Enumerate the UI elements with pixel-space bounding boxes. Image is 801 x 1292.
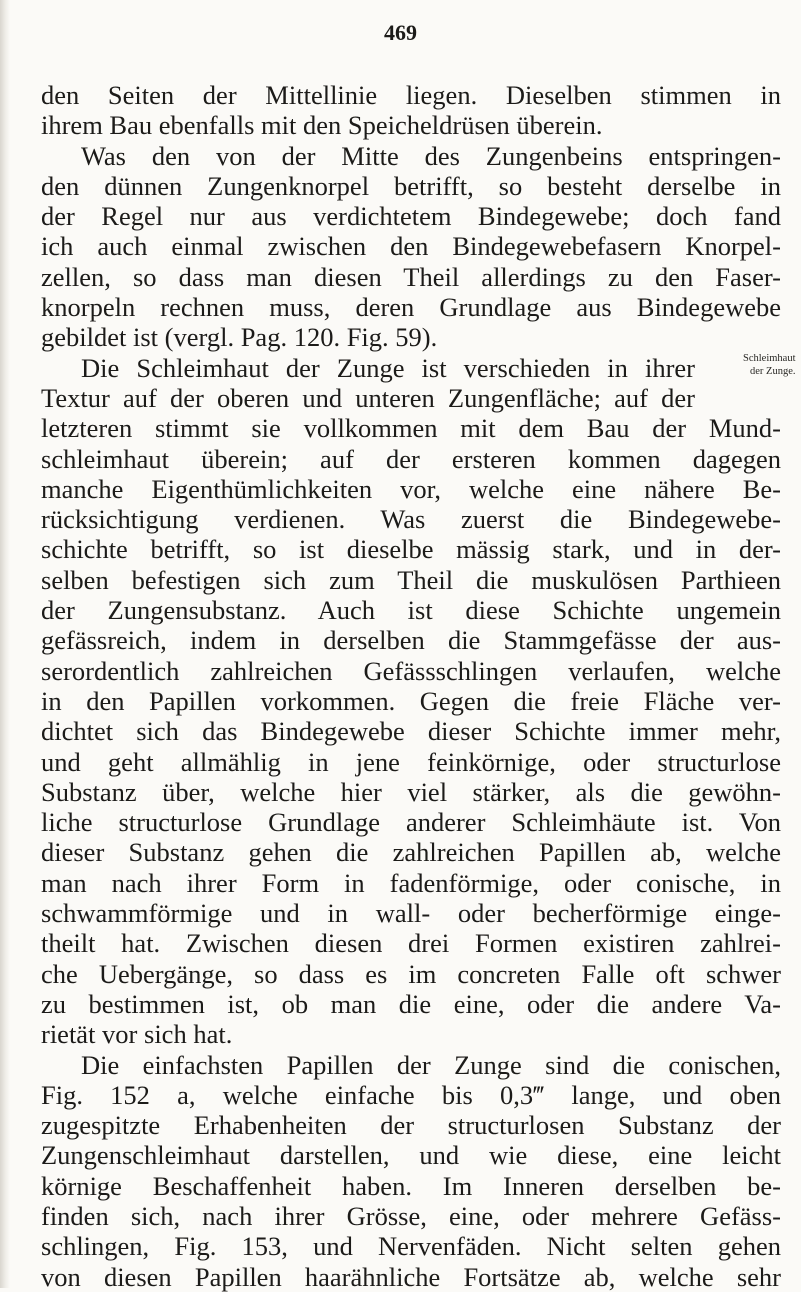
text-line: körnige Beschaffenheit haben. Im Inneren derselben be- [41,1170,781,1201]
paragraph-start-line: Was den von der Mitte des Zungenbeins entspringen- [81,140,781,171]
paragraph-start-line: Die einfachsten Papillen der Zunge sind die conischen, [81,1049,781,1080]
text-line: Textur auf der oberen und unteren Zungenfläche; auf der [41,382,695,413]
page-binding-edge [0,0,10,1288]
text-line: schlingen, Fig. 153, und Nervenfäden. Nicht selten gehen [41,1231,781,1262]
text-line: ich auch einmal zwischen den Bindegewebefasern Knorpel- [41,231,781,262]
body-text [41,80,781,1292]
text-line: theilt hat. Zwischen diesen drei Formen existiren zahlrei- [41,928,781,959]
text-line: che Uebergänge, so dass es im concreten Falle oft schwer [41,958,781,989]
text-line: den dünnen Zungenknorpel betrifft, so besteht derselbe in [41,170,781,201]
paragraph-start-line: Die Schleimhaut der Zunge ist verschieden in ihrer [81,352,695,383]
text-line: serordentlich zahlreichen Gefässschlingen verlaufen, welche [41,655,781,686]
text-line: gebildet ist (vergl. Pag. 120. Fig. 59). [41,322,438,353]
text-line: in den Papillen vorkommen. Gegen die freie Fläche ver- [41,685,781,716]
text-line: finden sich, nach ihrer Grösse, eine, oder mehrere Gefäss- [41,1200,781,1231]
text-line: der Zungensubstanz. Auch ist diese Schichte ungemein [41,595,781,626]
text-line: zugespitzte Erhabenheiten der structurlosen Substanz der [41,1110,781,1141]
text-line: zellen, so dass man diesen Theil allerdings zu den Faser- [41,261,781,292]
text-line: letzteren stimmt sie vollkommen mit dem Bau der Mund- [41,413,781,444]
text-line: schichte betrifft, so ist dieselbe mässig stark, und in der- [41,534,781,565]
text-line: selben befestigen sich zum Theil die muskulösen Parthieen [41,564,781,595]
text-line: dichtet sich das Bindegewebe dieser Schichte immer mehr, [41,716,781,747]
text-line: dieser Substanz gehen die zahlreichen Papillen ab, welche [41,837,781,868]
text-line: knorpeln rechnen muss, deren Grundlage aus Bindegewebe [41,292,781,323]
text-line: von diesen Papillen haarähnliche Fortsätze ab, welche sehr [41,1261,781,1292]
text-line: manche Eigenthümlichkeiten vor, welche eine nähere Be- [41,473,781,504]
text-line: der Regel nur aus verdichtetem Bindegewebe; doch fand [41,201,781,232]
marginal-note-line-2: der Zunge. [750,366,796,377]
text-line: man nach ihrer Form in fadenförmige, oder conische, in [41,867,781,898]
text-line: ihrem Bau ebenfalls mit den Speicheldrüsen überein. [41,110,603,141]
text-line: rietät vor sich hat. [41,1019,233,1050]
text-line: Substanz über, welche hier viel stärker, als die gewöhn- [41,776,781,807]
text-line: schleimhaut überein; auf der ersteren kommen dagegen [41,443,781,474]
text-line: Zungenschleimhaut darstellen, und wie diese, eine leicht [41,1140,781,1171]
text-line: zu bestimmen ist, ob man die eine, oder die andere Va- [41,988,781,1019]
text-line: gefässreich, indem in derselben die Stammgefässe der aus- [41,625,781,656]
page-number: 469 [384,20,417,45]
text-line: und geht allmählig in jene feinkörnige, oder structurlose [41,746,781,777]
text-line: rücksichtigung verdienen. Was zuerst die Bindegewebe- [41,504,781,535]
text-line: schwammförmige und in wall- oder becherförmige einge- [41,898,781,929]
text-line: Fig. 152 a, welche einfache bis 0,3‴ lange, und oben [41,1079,781,1110]
text-line: liche structurlose Grundlage anderer Schleimhäute ist. Von [41,807,781,838]
text-line: den Seiten der Mittellinie liegen. Dieselben stimmen in [41,80,781,110]
marginal-note-line-1: Schleimhaut [743,353,796,364]
